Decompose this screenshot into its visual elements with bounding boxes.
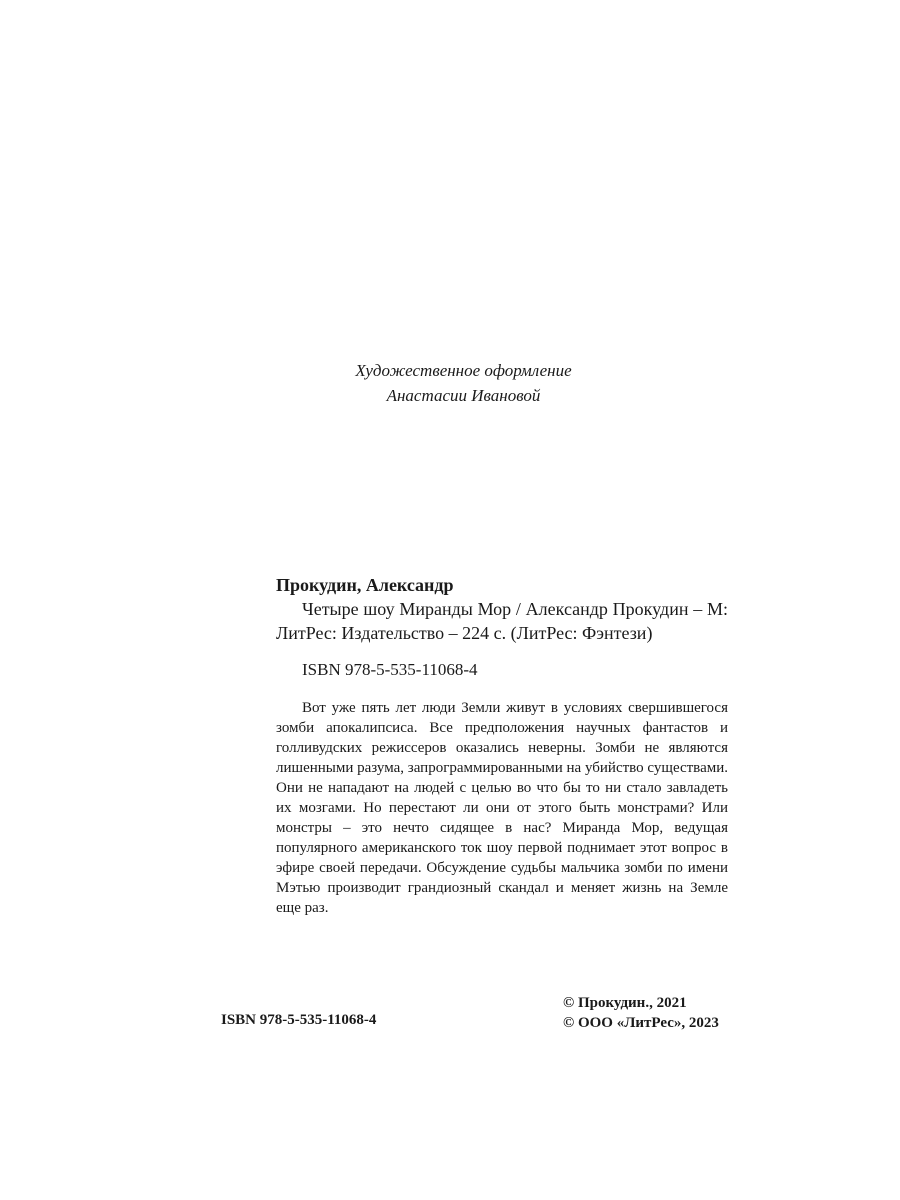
- design-credit-line: Художественное оформление: [355, 361, 572, 380]
- copyright-block: [563, 993, 719, 1033]
- annotation-text: Вот уже пять лет люди Земли живут в условиях свершившегося зомби апокалипсиса. Все предположения научных фантастов и голливудских режиссеров оказались неверны. Зомби не являются лишенными разума, запрограммированными на убийство существами. Они не нападают на людей с целью во что бы то ни стало завладеть их мозгами. Но перестают ли они от этого быть монстрами? Или монстры – это нечто сидящее в нас? Миранда Мор, ведущая популярного американского ток шоу первой поднимает этот вопрос в эфире своей передачи. Обсуждение судьбы мальчика зомби по имени Мэтью производит грандиозный скандал и меняет жизнь на Земле еще раз.: [276, 700, 728, 916]
- designer-name: Анастасии Ивановой: [386, 386, 541, 405]
- record-isbn: ISBN 978-5-535-11068-4: [302, 660, 478, 679]
- author-heading: Прокудин, Александр: [276, 575, 454, 595]
- author-copyright: © Прокудин., 2021: [563, 995, 687, 1011]
- bibliographic-record: [276, 573, 728, 918]
- design-credits: [0, 358, 900, 408]
- bibliographic-description: Четыре шоу Миранды Мор / Александр Прокудин – М: ЛитРес: Издательство – 224 с. (ЛитРес: Фэнтези): [276, 599, 728, 643]
- footer-isbn: ISBN 978-5-535-11068-4: [221, 1012, 377, 1028]
- publisher-copyright: © ООО «ЛитРес», 2023: [563, 1015, 719, 1031]
